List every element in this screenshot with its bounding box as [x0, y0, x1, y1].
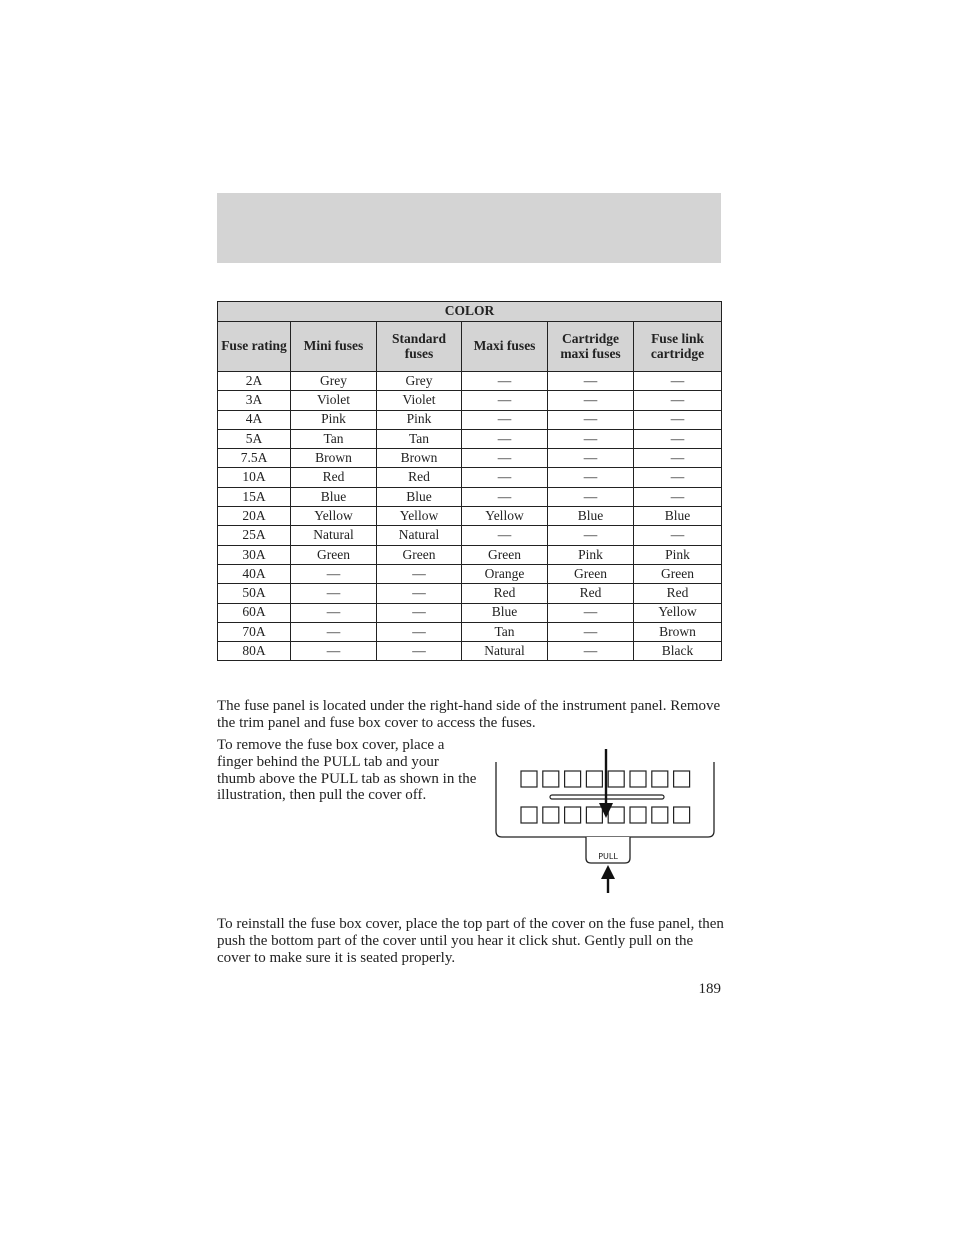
column-header: Mini fuses — [291, 322, 377, 372]
table-cell: 60A — [218, 603, 291, 622]
table-cell: Brown — [291, 449, 377, 468]
table-row — [218, 564, 722, 583]
table-cell: Red — [291, 468, 377, 487]
fuse-slot — [586, 771, 602, 787]
column-header: Standard fuses — [377, 322, 462, 372]
table-cell: Yellow — [634, 603, 722, 622]
table-cell: Red — [462, 584, 548, 603]
table-body — [218, 372, 722, 661]
page-number: 189 — [698, 981, 721, 997]
fuse-slot — [565, 771, 581, 787]
table-cell: Blue — [377, 487, 462, 506]
fuse-slot — [608, 771, 624, 787]
fuse-slot — [586, 807, 602, 823]
table-cell: — — [548, 622, 634, 641]
table-cell: — — [634, 372, 722, 391]
table-cell: — — [462, 410, 548, 429]
pull-tab-label: PULL — [598, 852, 618, 861]
column-header: Fuse link cartridge — [634, 322, 722, 372]
table-cell: 40A — [218, 564, 291, 583]
table-cell: Green — [377, 545, 462, 564]
table-row — [218, 622, 722, 641]
table-cell: — — [634, 468, 722, 487]
table-cell: Blue — [548, 507, 634, 526]
fuse-slot — [543, 807, 559, 823]
table-cell: — — [548, 642, 634, 661]
table-row — [218, 642, 722, 661]
table-cell: — — [548, 526, 634, 545]
fuse-slot — [521, 771, 537, 787]
table-cell: Yellow — [377, 507, 462, 526]
table-cell: Blue — [291, 487, 377, 506]
fuse-slot — [652, 771, 668, 787]
fuse-slot — [543, 771, 559, 787]
fuse-slot — [608, 807, 624, 823]
table-cell: Red — [634, 584, 722, 603]
fuse-box-cover-illustration — [490, 745, 720, 895]
table-cell: Grey — [291, 372, 377, 391]
table-cell: Tan — [462, 622, 548, 641]
table-cell: — — [377, 584, 462, 603]
table-cell: — — [548, 468, 634, 487]
thumb-arrow-head — [601, 865, 615, 879]
table-cell: Violet — [377, 391, 462, 410]
table-cell: 80A — [218, 642, 291, 661]
fuse-panel-location-text: The fuse panel is located under the right-hand side of the instrument panel. Remove the trim panel and fuse box cover to access the fuses. — [217, 698, 721, 731]
table-cell: — — [634, 410, 722, 429]
table-cell: — — [548, 410, 634, 429]
table-cell: 50A — [218, 584, 291, 603]
table-cell: 15A — [218, 487, 291, 506]
table-row — [218, 507, 722, 526]
table-cell: Yellow — [462, 507, 548, 526]
table-row — [218, 449, 722, 468]
table-group-header: COLOR — [218, 302, 722, 322]
table-cell: 10A — [218, 468, 291, 487]
table-cell: 4A — [218, 410, 291, 429]
table-cell: 2A — [218, 372, 291, 391]
table-cell: 3A — [218, 391, 291, 410]
table-cell: — — [462, 391, 548, 410]
table-cell: — — [462, 429, 548, 448]
table-cell: Pink — [548, 545, 634, 564]
table-cell: — — [462, 526, 548, 545]
table-cell: — — [548, 487, 634, 506]
table-cell: Blue — [462, 603, 548, 622]
table-row — [218, 372, 722, 391]
table-cell: — — [462, 372, 548, 391]
table-cell: — — [634, 391, 722, 410]
fuse-slot — [630, 807, 646, 823]
table-cell: — — [377, 603, 462, 622]
table-cell: Green — [462, 545, 548, 564]
table-cell: 7.5A — [218, 449, 291, 468]
table-cell: — — [291, 564, 377, 583]
table-cell: — — [291, 603, 377, 622]
table-cell: Green — [548, 564, 634, 583]
remove-cover-text: To remove the fuse box cover, place a finger behind the PULL tab and your thumb above the PULL tab as shown in the illustration, then pull the cover off. — [217, 737, 477, 804]
table-cell: Black — [634, 642, 722, 661]
table-cell: Natural — [462, 642, 548, 661]
table-cell: — — [548, 449, 634, 468]
reinstall-cover-text: To reinstall the fuse box cover, place the top part of the cover on the fuse panel, then push the bottom part of the cover until you hear it click shut. Gently pull on the cover to make sure it is seated properly. — [217, 916, 724, 966]
column-header: Fuse rating — [218, 322, 291, 372]
table-row — [218, 584, 722, 603]
table-cell: Red — [377, 468, 462, 487]
table-cell: Blue — [634, 507, 722, 526]
table-row — [218, 429, 722, 448]
table-row — [218, 487, 722, 506]
table-cell: — — [377, 622, 462, 641]
table-cell: Brown — [377, 449, 462, 468]
table-cell: — — [634, 429, 722, 448]
table-cell: Pink — [291, 410, 377, 429]
table-cell: — — [548, 391, 634, 410]
table-cell: Tan — [377, 429, 462, 448]
chapter-header-band — [217, 193, 721, 263]
table-cell: — — [634, 487, 722, 506]
table-row — [218, 545, 722, 564]
fuse-slot — [674, 771, 690, 787]
table-cell: Yellow — [291, 507, 377, 526]
table-cell: Green — [634, 564, 722, 583]
table-cell: — — [462, 449, 548, 468]
table-cell: — — [462, 468, 548, 487]
table-cell: Pink — [377, 410, 462, 429]
table-cell: — — [291, 642, 377, 661]
table-cell: — — [548, 603, 634, 622]
table-cell: Pink — [634, 545, 722, 564]
table-cell: Grey — [377, 372, 462, 391]
table-row — [218, 526, 722, 545]
table-row — [218, 410, 722, 429]
table-row — [218, 603, 722, 622]
table-row — [218, 391, 722, 410]
column-header: Cartridge maxi fuses — [548, 322, 634, 372]
table-cell: Violet — [291, 391, 377, 410]
table-column-headers — [218, 322, 722, 372]
table-cell: — — [634, 449, 722, 468]
table-cell: — — [548, 372, 634, 391]
fuse-color-table — [217, 301, 722, 661]
table-cell: — — [634, 526, 722, 545]
table-cell: Tan — [291, 429, 377, 448]
table-cell: — — [462, 487, 548, 506]
table-cell: — — [377, 564, 462, 583]
table-cell: 5A — [218, 429, 291, 448]
table-cell: Natural — [377, 526, 462, 545]
table-cell: — — [548, 429, 634, 448]
fuse-slot — [630, 771, 646, 787]
table-cell: 30A — [218, 545, 291, 564]
table-cell: Green — [291, 545, 377, 564]
table-cell: 20A — [218, 507, 291, 526]
table-cell: Orange — [462, 564, 548, 583]
fuse-slot — [652, 807, 668, 823]
fuse-slot — [565, 807, 581, 823]
table-cell: 70A — [218, 622, 291, 641]
column-header: Maxi fuses — [462, 322, 548, 372]
table-row — [218, 468, 722, 487]
table-cell: Red — [548, 584, 634, 603]
table-cell: Natural — [291, 526, 377, 545]
fuse-slot — [521, 807, 537, 823]
table-cell: — — [291, 584, 377, 603]
table-cell: — — [291, 622, 377, 641]
table-cell: 25A — [218, 526, 291, 545]
fuse-slot — [674, 807, 690, 823]
table-cell: — — [377, 642, 462, 661]
table-cell: Brown — [634, 622, 722, 641]
